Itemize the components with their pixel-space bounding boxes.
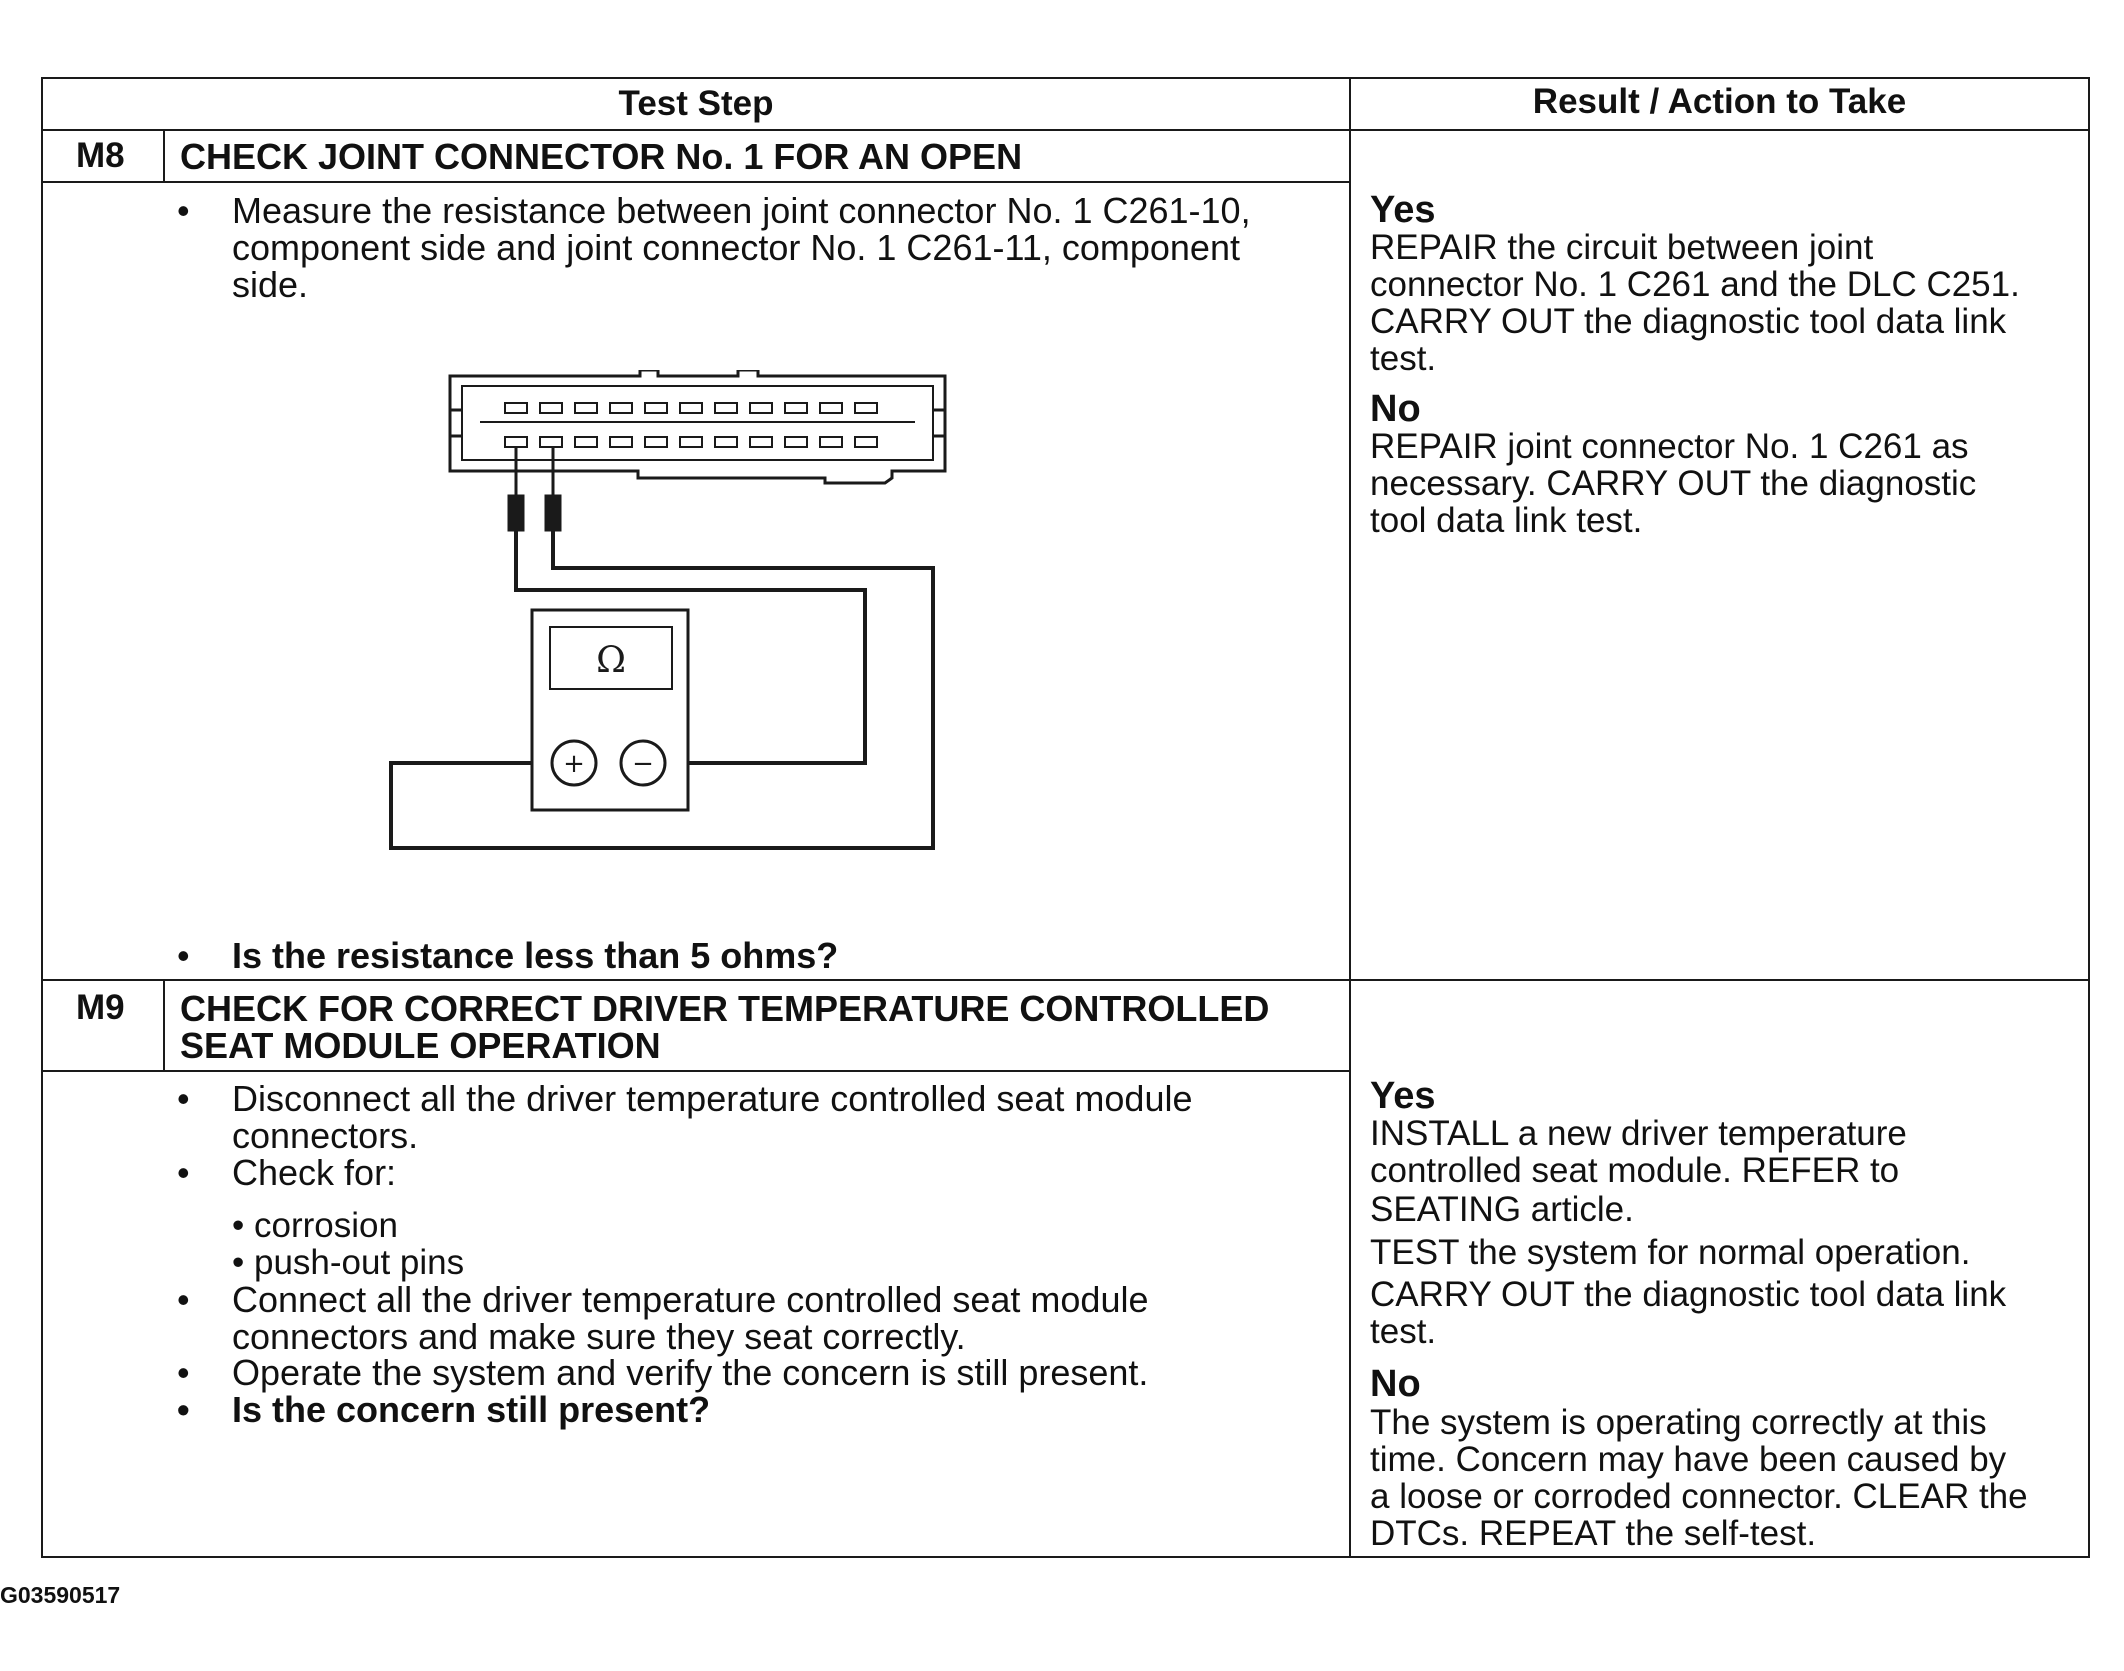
ohm-symbol: Ω: [596, 640, 626, 681]
m9-no-line-3: a loose or corroded connector. CLEAR the: [1370, 1477, 2028, 1516]
m8-no-line-2: necessary. CARRY OUT the diagnostic: [1370, 464, 1977, 503]
resistance-measurement-diagram: [380, 370, 960, 860]
m9-no-line-2: time. Concern may have been caused by: [1370, 1440, 2007, 1479]
m9-b1-line-2: connectors.: [232, 1115, 419, 1156]
column-divider: [1349, 77, 1351, 1558]
m9-step-title-line-1: CHECK FOR CORRECT DRIVER TEMPERATURE CONTROLLED: [180, 988, 1270, 1029]
connector-right-latch: [933, 410, 945, 436]
m8-bullet-2: •: [177, 935, 190, 976]
figure-id: G03590517: [0, 1582, 121, 1608]
m9-yes-line-5: CARRY OUT the diagnostic tool data link: [1370, 1275, 2007, 1314]
m9-no-line-4: DTCs. REPEAT the self-test.: [1370, 1514, 1817, 1553]
m9-bullet-3: •: [177, 1279, 190, 1320]
m9-step-title-line-2: SEAT MODULE OPERATION: [180, 1025, 661, 1066]
m9-yes-line-2: controlled seat module. REFER to: [1370, 1151, 1900, 1190]
m9-yes-line-3: SEATING article.: [1370, 1190, 1634, 1229]
probe-right: [545, 495, 561, 531]
plus-sign: +: [563, 749, 585, 779]
m9-b3-line-1: Connect all the driver temperature controlled seat module: [232, 1279, 1149, 1320]
m9-step-id: M9: [76, 988, 125, 1027]
m8-step-title: CHECK JOINT CONNECTOR No. 1 FOR AN OPEN: [180, 136, 1023, 177]
m8-yes-label: Yes: [1370, 189, 1436, 231]
m9-b1-line-1: Disconnect all the driver temperature controlled seat module: [232, 1078, 1193, 1119]
connector-pins-bottom-row: [505, 437, 877, 447]
m8-instruction-line-2: component side and joint connector No. 1 C261-11, component: [232, 227, 1240, 268]
m9-yes-line-4: TEST the system for normal operation.: [1370, 1233, 1971, 1272]
m8-yes-line-3: CARRY OUT the diagnostic tool data link: [1370, 302, 2007, 341]
m9-bullet-1: •: [177, 1078, 190, 1119]
m8-step-id: M8: [76, 136, 125, 175]
m8-no-label: No: [1370, 388, 1421, 430]
m9-bullet-2: •: [177, 1152, 190, 1193]
m8-bottom-border: [41, 979, 2090, 981]
m8-question: Is the resistance less than 5 ohms?: [232, 935, 839, 976]
connector-left-latch: [450, 410, 462, 436]
m9-bullet-5: •: [177, 1389, 190, 1430]
m9-b2: Check for:: [232, 1152, 397, 1193]
m9-title-bottom-border: [41, 1070, 1351, 1072]
header-bottom-border: [41, 129, 2090, 131]
m9-id-divider: [163, 979, 165, 1072]
table-bottom-border: [41, 1556, 2090, 1558]
m9-b4: Operate the system and verify the concern is still present.: [232, 1352, 1149, 1393]
m9-yes-line-1: INSTALL a new driver temperature: [1370, 1114, 1907, 1153]
m8-instruction-line-1: Measure the resistance between joint connector No. 1 C261-10,: [232, 190, 1251, 231]
connector-pins-top-row: [505, 403, 877, 413]
m8-yes-line-4: test.: [1370, 339, 1437, 378]
m8-no-line-1: REPAIR joint connector No. 1 C261 as: [1370, 427, 1969, 466]
m9-yes-line-6: test.: [1370, 1312, 1437, 1351]
test-step-header: Test Step: [618, 84, 774, 123]
m8-instruction-line-3: side.: [232, 264, 309, 305]
m9-sub-item-1: • corrosion: [232, 1206, 398, 1245]
minus-sign: −: [632, 749, 654, 779]
m9-no-label: No: [1370, 1363, 1421, 1405]
m9-b3-line-2: connectors and make sure they seat correctly.: [232, 1316, 966, 1357]
m8-no-line-3: tool data link test.: [1370, 501, 1643, 540]
m9-no-line-1: The system is operating correctly at this: [1370, 1403, 1987, 1442]
m9-b5: Is the concern still present?: [232, 1389, 711, 1430]
probe-left: [508, 495, 524, 531]
table-right-border: [2088, 77, 2090, 1558]
m9-sub-item-2: • push-out pins: [232, 1243, 465, 1282]
m8-id-divider: [163, 129, 165, 183]
m8-yes-line-2: connector No. 1 C261 and the DLC C251.: [1370, 265, 2020, 304]
m9-bullet-4: •: [177, 1352, 190, 1393]
m8-bullet-1: •: [177, 190, 190, 231]
multimeter: [532, 610, 688, 810]
m8-title-bottom-border: [41, 181, 1351, 183]
m9-yes-label: Yes: [1370, 1075, 1436, 1117]
m8-yes-line-1: REPAIR the circuit between joint: [1370, 228, 1874, 267]
table-top-border: [41, 77, 2090, 79]
table-left-border: [41, 77, 43, 1558]
result-action-header: Result / Action to Take: [1532, 82, 1907, 121]
